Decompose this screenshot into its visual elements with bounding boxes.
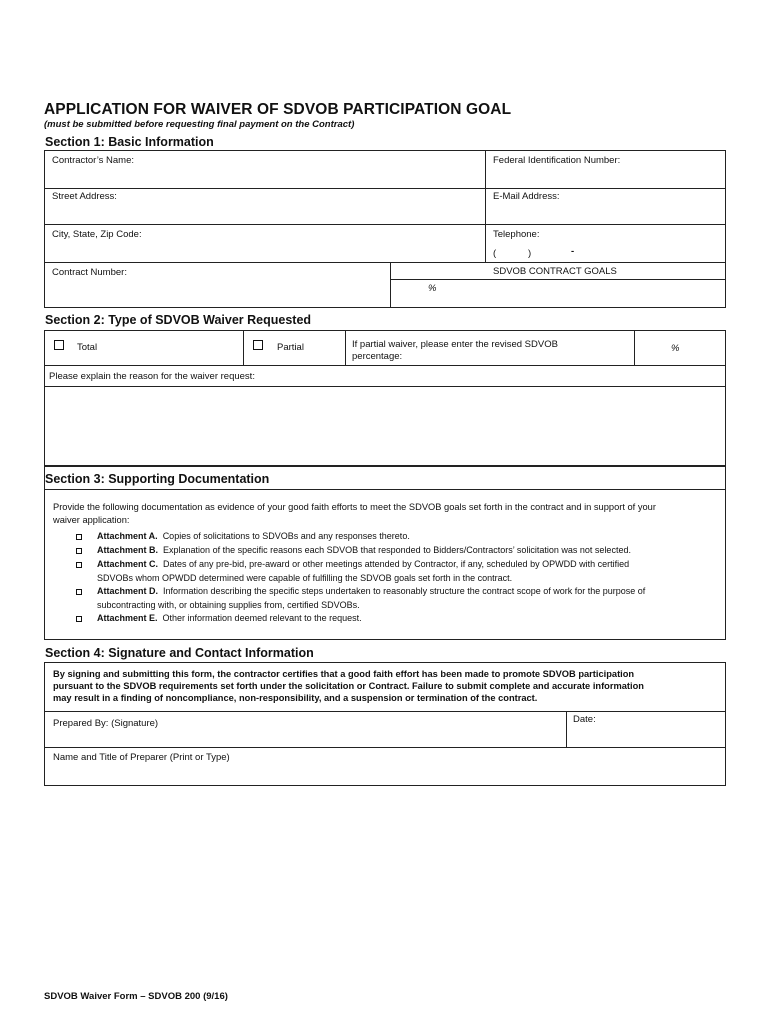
attachment-c-continuation: SDVOBs whom OPWDD determined were capable of fulfilling the SDVOB goals set forth in the contract. xyxy=(97,573,513,583)
section2-heading: Section 2: Type of SDVOB Waiver Requested xyxy=(45,313,312,327)
name-title-field[interactable]: Name and Title of Preparer (Print or Type) xyxy=(53,752,230,763)
phone-paren-close: ) xyxy=(528,248,532,259)
section1-table xyxy=(44,150,726,308)
checkbox-bullet-icon xyxy=(76,616,82,622)
divider xyxy=(44,747,726,748)
attachment-b-text: Explanation of the specific reasons each SDVOB that responded to Bidders/Contractors’ solicitation was not selected. xyxy=(163,545,631,555)
attachment-e-text: Other information deemed relevant to the request. xyxy=(162,613,362,623)
attachment-a xyxy=(97,530,410,544)
attachment-e xyxy=(97,612,362,626)
form-subtitle: (must be submitted before requesting final payment on the Contract) xyxy=(44,119,355,130)
divider xyxy=(44,489,726,490)
revised-percent-field[interactable]: % xyxy=(671,343,680,354)
total-checkbox[interactable] xyxy=(54,340,64,350)
divider xyxy=(390,262,391,308)
sdvob-goals-label: SDVOB CONTRACT GOALS xyxy=(493,266,617,277)
city-state-zip-field[interactable]: City, State, Zip Code: xyxy=(52,229,142,240)
attachment-d-continuation: subcontracting with, or obtaining supplies from, certified SDVOBs. xyxy=(97,600,360,610)
prepared-by-signature-field[interactable]: Prepared By: (Signature) xyxy=(53,718,159,729)
divider xyxy=(44,711,726,712)
contract-number-field[interactable]: Contract Number: xyxy=(52,267,127,278)
telephone-field[interactable]: Telephone: xyxy=(493,229,540,240)
partial-checkbox[interactable] xyxy=(253,340,263,350)
phone-paren-open: ( xyxy=(493,248,497,259)
attachment-c xyxy=(97,558,629,572)
partial-note-line2: percentage: xyxy=(352,351,403,362)
divider xyxy=(44,188,726,189)
form-title: APPLICATION FOR WAIVER OF SDVOB PARTICIPATION GOAL xyxy=(44,101,512,118)
street-address-field[interactable]: Street Address: xyxy=(52,191,117,202)
divider xyxy=(634,330,635,365)
attachment-d-text: Information describing the specific steps undertaken to reasonably structure the contract scope of work for the purpose of xyxy=(163,586,646,596)
attachment-d-name: Attachment D. xyxy=(97,586,159,596)
divider xyxy=(44,262,726,263)
divider xyxy=(44,365,726,366)
date-field[interactable]: Date: xyxy=(573,714,596,725)
checkbox-bullet-icon xyxy=(76,562,82,568)
contractor-name-field[interactable]: Contractor’s Name: xyxy=(52,155,135,166)
section4-heading: Section 4: Signature and Contact Information xyxy=(45,646,314,660)
form-id-footer: SDVOB Waiver Form – SDVOB 200 (9/16) xyxy=(44,991,228,1002)
checkbox-bullet-icon xyxy=(76,534,82,540)
divider xyxy=(345,330,346,365)
certification-line3: may result in a finding of noncompliance, non-responsibility, and a suspension or termination of the contract. xyxy=(53,693,538,703)
attachment-d xyxy=(97,585,645,599)
certification-line1: By signing and submitting this form, the contractor certifies that a good faith effort has been made to promote SDVOB participation xyxy=(53,669,635,679)
divider xyxy=(44,224,726,225)
checkbox-bullet-icon xyxy=(76,548,82,554)
email-field[interactable]: E-Mail Address: xyxy=(493,191,560,202)
attachment-b xyxy=(97,544,631,558)
phone-dash: - xyxy=(571,246,575,257)
attachment-a-name: Attachment A. xyxy=(97,531,158,541)
attachment-e-name: Attachment E. xyxy=(97,613,158,623)
divider xyxy=(485,150,486,262)
attachment-c-name: Attachment C. xyxy=(97,559,159,569)
certification-line2: pursuant to the SDVOB requirements set forth under the solicitation or Contract. Failure to submit complete and accurate information xyxy=(53,681,644,691)
total-label: Total xyxy=(77,342,98,353)
partial-note-line1: If partial waiver, please enter the revised SDVOB xyxy=(352,339,558,350)
divider xyxy=(44,386,726,387)
attachment-a-text: Copies of solicitations to SDVOBs and any responses thereto. xyxy=(162,531,410,541)
goals-percent-field[interactable]: % xyxy=(428,283,437,294)
attachment-c-text: Dates of any pre-bid, pre-award or other meetings attended by Contractor, if any, scheduled by OPWDD with certified xyxy=(163,559,630,569)
federal-id-field[interactable]: Federal Identification Number: xyxy=(493,155,621,166)
section1-heading: Section 1: Basic Information xyxy=(45,135,214,149)
checkbox-bullet-icon xyxy=(76,589,82,595)
explain-label: Please explain the reason for the waiver request: xyxy=(49,371,255,382)
explain-text-area[interactable] xyxy=(46,388,724,464)
section3-intro-line2: waiver application: xyxy=(53,515,130,525)
partial-label: Partial xyxy=(277,342,304,353)
divider xyxy=(390,279,726,280)
section3-intro-line1: Provide the following documentation as evidence of your good faith efforts to meet the SDVOB goals set forth in the contract and in support of your xyxy=(53,502,656,512)
section3-heading: Section 3: Supporting Documentation xyxy=(45,472,270,486)
divider xyxy=(243,330,244,365)
divider xyxy=(566,711,567,747)
attachment-b-name: Attachment B. xyxy=(97,545,159,555)
